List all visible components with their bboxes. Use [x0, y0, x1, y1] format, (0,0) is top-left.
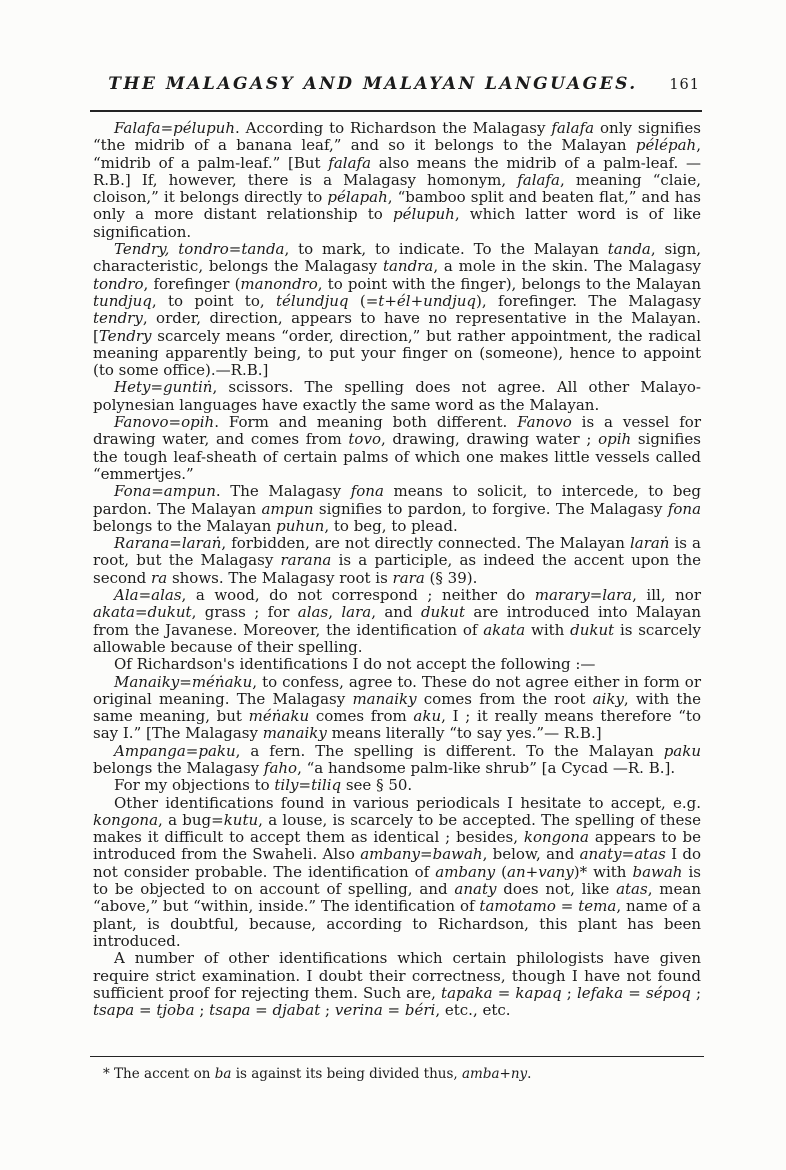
text-run: verina = béri — [334, 1001, 436, 1020]
text-run: , scissors. The spelling does not agree. All other Malayo-polynesian languages have exactly the same word as the Malayan. — [93, 378, 701, 414]
text-run: appears to be introduced from the Swaheli. Also — [93, 828, 701, 864]
text-run: Ampanga=paku — [114, 741, 236, 760]
text-run: fona — [350, 482, 384, 501]
text-run: , “a handsome palm-like shrub” [a Cycad —R. B.]. — [297, 758, 676, 777]
text-run: , I ; it really means therefore “to say I.” [The Malagasy — [93, 707, 701, 743]
text-run: lara — [341, 603, 372, 622]
text-run: is a participle, as indeed the accent upon the second — [93, 551, 701, 587]
text-run: faho — [263, 758, 298, 777]
text-run: alas — [297, 603, 329, 622]
text-run: aiky — [592, 689, 624, 708]
text-run: amba — [461, 1066, 500, 1082]
text-run: Of Richardson's identifications I do not accept the following :— — [114, 655, 596, 674]
text-run: , mean “above,” but “within, inside.” The identification of — [93, 880, 702, 916]
text-run: tapaka = kapaq — [441, 983, 562, 1002]
text-run: . The Malagasy — [215, 482, 351, 501]
text-run: + — [384, 291, 397, 310]
text-run: paku — [663, 741, 701, 760]
paragraph — [93, 656, 701, 673]
text-run: )* with — [573, 862, 633, 881]
text-run: belongs the Malagasy — [93, 758, 264, 777]
text-run: Ala=alas — [114, 586, 182, 605]
text-run: , a bug= — [158, 810, 224, 829]
text-run: falafa — [328, 153, 372, 172]
text-run: (= — [348, 291, 379, 310]
paragraph — [93, 483, 701, 535]
paragraph — [93, 777, 701, 794]
text-run: ra — [151, 568, 168, 587]
text-run: tovo — [348, 430, 381, 449]
text-run: fona — [667, 499, 702, 518]
text-run: , with the same meaning, but — [93, 689, 701, 726]
text-run: tsapa = djabat — [209, 1001, 321, 1020]
text-run: + — [410, 291, 424, 310]
paragraph — [93, 743, 701, 778]
text-run: manaiky — [262, 724, 327, 743]
paragraph — [93, 414, 701, 483]
paragraph — [93, 950, 701, 1019]
text-run: , meaning “claie, cloison,” it belongs directly to — [93, 170, 701, 207]
text-run: méṅaku — [248, 707, 310, 726]
text-run: , etc., etc. — [435, 1001, 511, 1020]
text-run: with — [525, 620, 571, 639]
text-run: akata — [483, 620, 526, 639]
text-run: + — [525, 862, 539, 881]
text-run: anaty — [454, 880, 497, 899]
text-run: * The accent on — [103, 1066, 215, 1082]
paragraph — [93, 795, 701, 951]
text-run: opih — [598, 430, 632, 449]
text-run: , sign, characteristic, belongs the Malagasy — [93, 240, 702, 276]
text-run: means literally “to say yes.”— R.B.] — [326, 724, 602, 743]
text-run: , to beg, to plead. — [324, 516, 458, 535]
text-run: lefaka = sépoq — [576, 983, 691, 1002]
text-run: Fona=ampun — [114, 482, 216, 501]
text-run: comes from — [309, 707, 414, 726]
text-run: does not, like — [496, 880, 617, 899]
text-run: , a louse, is scarcely to be accepted. The spelling of these makes it difficult to accept them as identical ; besides, — [93, 810, 701, 847]
text-run: , drawing, drawing water ; — [380, 430, 599, 449]
text-run: is to be objected to on account of spelling, and — [93, 862, 702, 899]
text-run: dukut — [570, 620, 615, 639]
footnote — [90, 1056, 704, 1082]
text-run: Rarana=laraṅ — [114, 534, 222, 553]
text-run: comes from the root — [416, 689, 593, 708]
text-run: marary=lara — [534, 586, 633, 605]
text-run: Manaiky=méṅaku — [114, 672, 253, 691]
text-run: . According to Richardson the Malagasy — [235, 119, 552, 137]
text-run: . Form and meaning both different. — [214, 413, 518, 432]
text-run: are introduced into Malayan from the Javanese. Moreover, the identification of — [93, 603, 701, 639]
text-run: t — [378, 291, 385, 310]
text-run: , below, and — [482, 845, 580, 864]
text-run: télundjuq — [275, 291, 349, 310]
header-rule — [90, 110, 702, 112]
text-run: manaiky — [352, 689, 417, 708]
text-run: kongona — [523, 828, 589, 847]
text-run: Tendry, tondro=tanda — [114, 240, 285, 259]
text-run: A number of other identifications which certain philologists have given require strict examination. I doubt their correctness, though I have not found sufficient proof for rejecting them. Such are, — [93, 949, 701, 1002]
text-run: , to point to, — [151, 291, 276, 310]
text-run: tandra — [382, 257, 434, 276]
text-run: . — [527, 1066, 532, 1082]
paragraph — [93, 120, 701, 241]
text-run: dukut — [420, 603, 465, 622]
text-run: , to confess, agree to. These do not agree either in form or original meaning. The Malagasy — [93, 672, 701, 708]
text-run: , — [328, 603, 342, 622]
text-run: pélupuh — [392, 205, 455, 224]
text-run: , a wood, do not correspond ; neither do — [181, 586, 535, 605]
text-run: ba — [214, 1066, 232, 1082]
text-run: tanda — [607, 240, 651, 259]
text-run: tendry — [93, 309, 143, 328]
text-run: manondro — [240, 274, 318, 293]
text-run: , name of a plant, is doubtful, because, according to Richardson, this plant has been introduced. — [93, 897, 701, 950]
text-run: is a root, but the Malagasy — [93, 534, 701, 570]
paragraph — [93, 674, 701, 743]
text-run: kutu — [223, 810, 259, 829]
running-header — [90, 74, 702, 98]
text-run: , a fern. The spelling is different. To the Malayan — [235, 741, 664, 760]
text-run: él — [396, 291, 411, 310]
text-run: , to mark, to indicate. To the Malayan — [284, 240, 608, 259]
text-run: puhun — [276, 516, 325, 535]
text-run: , forbidden, are not directly connected. The Malayan — [221, 534, 630, 553]
text-run: , forefinger ( — [143, 274, 241, 293]
text-run: , which latter word is of like signification. — [93, 205, 701, 241]
text-run: ), forefinger. The Malagasy — [476, 291, 701, 310]
text-run: I do not consider probable. The identification of — [93, 845, 701, 881]
text-run: only signifies “the midrib of a banana leaf,” and so it belongs to the Malayan — [93, 119, 702, 155]
text-run: pélapah — [327, 188, 388, 207]
text-run: see § 50. — [341, 776, 413, 795]
text-run: , a mole in the skin. The Malagasy — [433, 257, 702, 276]
paragraph — [93, 241, 701, 379]
text-run: is scarcely allowable because of their spelling. — [93, 620, 701, 656]
text-run: , order, direction, appears to have no representative in the Malayan. [ — [93, 309, 701, 345]
paragraph — [93, 535, 701, 587]
text-run: aku — [413, 707, 442, 726]
text-run: scarcely means “order, direction,” but rather appointment, the radical meaning apparently being, to put your finger on (someone), hence to appoint (to some office).—R.B.] — [93, 326, 701, 380]
text-run: shows. The Malagasy root is — [167, 568, 393, 587]
text-run: bawah — [632, 862, 683, 881]
text-run: akata=dukut — [93, 603, 192, 622]
text-run: (§ 39). — [424, 568, 478, 587]
text-run: undjuq — [423, 291, 477, 310]
text-run: tundjuq — [93, 291, 152, 310]
text-run: , “bamboo split and beaten flat,” and has only a more distant relationship to — [93, 188, 701, 224]
text-run: laraṅ — [629, 534, 670, 553]
text-run: signifies the tough leaf-sheath of certain palms of which one makes little vessels called “emmertjes.” — [93, 430, 701, 483]
page-number: 161 — [669, 77, 700, 93]
text-run: , grass ; for — [191, 603, 298, 622]
text-run: ; — [690, 983, 702, 1002]
text-run: Fanovo — [517, 413, 572, 432]
text-run: ambany=bawah — [360, 845, 483, 864]
text-run: rarana — [280, 551, 332, 570]
text-run: ; — [320, 1001, 335, 1020]
text-run: + — [499, 1066, 511, 1082]
body-text — [93, 120, 701, 1019]
text-run: atas — [616, 880, 648, 899]
text-run: ( — [495, 862, 507, 881]
text-run: an — [507, 862, 526, 881]
text-run: falafa — [517, 170, 560, 189]
text-run: falafa — [551, 119, 595, 137]
text-run: For my objections to — [114, 776, 275, 795]
text-run: is a vessel for drawing water, and comes from — [93, 413, 701, 449]
text-run: Fanovo=opih — [114, 413, 215, 432]
text-run: ny — [510, 1066, 528, 1082]
paragraph — [93, 587, 701, 656]
text-run: tamotamo = tema — [479, 897, 617, 916]
text-run: ; — [561, 983, 577, 1002]
text-run: tondro — [93, 274, 144, 293]
text-run: also means the midrib of a palm-leaf. — R.B.] If, however, there is a Malagasy homonym, — [93, 153, 701, 189]
page-title: THE MALAGASY AND MALAYAN LANGUAGES. — [108, 74, 638, 94]
text-run: belongs to the Malayan — [93, 516, 277, 535]
text-run: , “midrib of a palm-leaf.” [But — [93, 136, 701, 172]
text-run: is against its being divided thus, — [231, 1066, 462, 1082]
text-run: , and — [371, 603, 421, 622]
text-run: tily=tiliq — [274, 776, 342, 795]
text-run: means to solicit, to intercede, to beg pardon. The Malayan — [93, 482, 701, 518]
text-run: ; — [194, 1001, 210, 1020]
text-run: , to point with the finger), belongs to the Malayan — [317, 274, 701, 293]
text-run: Falafa=pélupuh — [114, 119, 235, 137]
text-run: ampun — [261, 499, 314, 518]
text-run: vany — [538, 862, 574, 881]
text-run: Other identifications found in various periodicals I hesitate to accept, e.g. — [114, 793, 701, 812]
text-run: , ill, nor — [632, 586, 702, 605]
paragraph — [93, 379, 701, 414]
footnote-text — [90, 1066, 704, 1082]
text-run: anaty=atas — [579, 845, 666, 864]
text-run: Tendry — [98, 326, 152, 345]
text-run: rara — [392, 568, 425, 587]
text-run: pélépah — [635, 136, 697, 155]
text-run: ambany — [435, 862, 496, 881]
text-run: tsapa = tjoba — [93, 1001, 195, 1020]
text-run: signifies to pardon, to forgive. The Malagasy — [313, 499, 668, 518]
text-run: Hety=guntiṅ — [114, 378, 213, 397]
text-run: kongona — [93, 810, 159, 829]
